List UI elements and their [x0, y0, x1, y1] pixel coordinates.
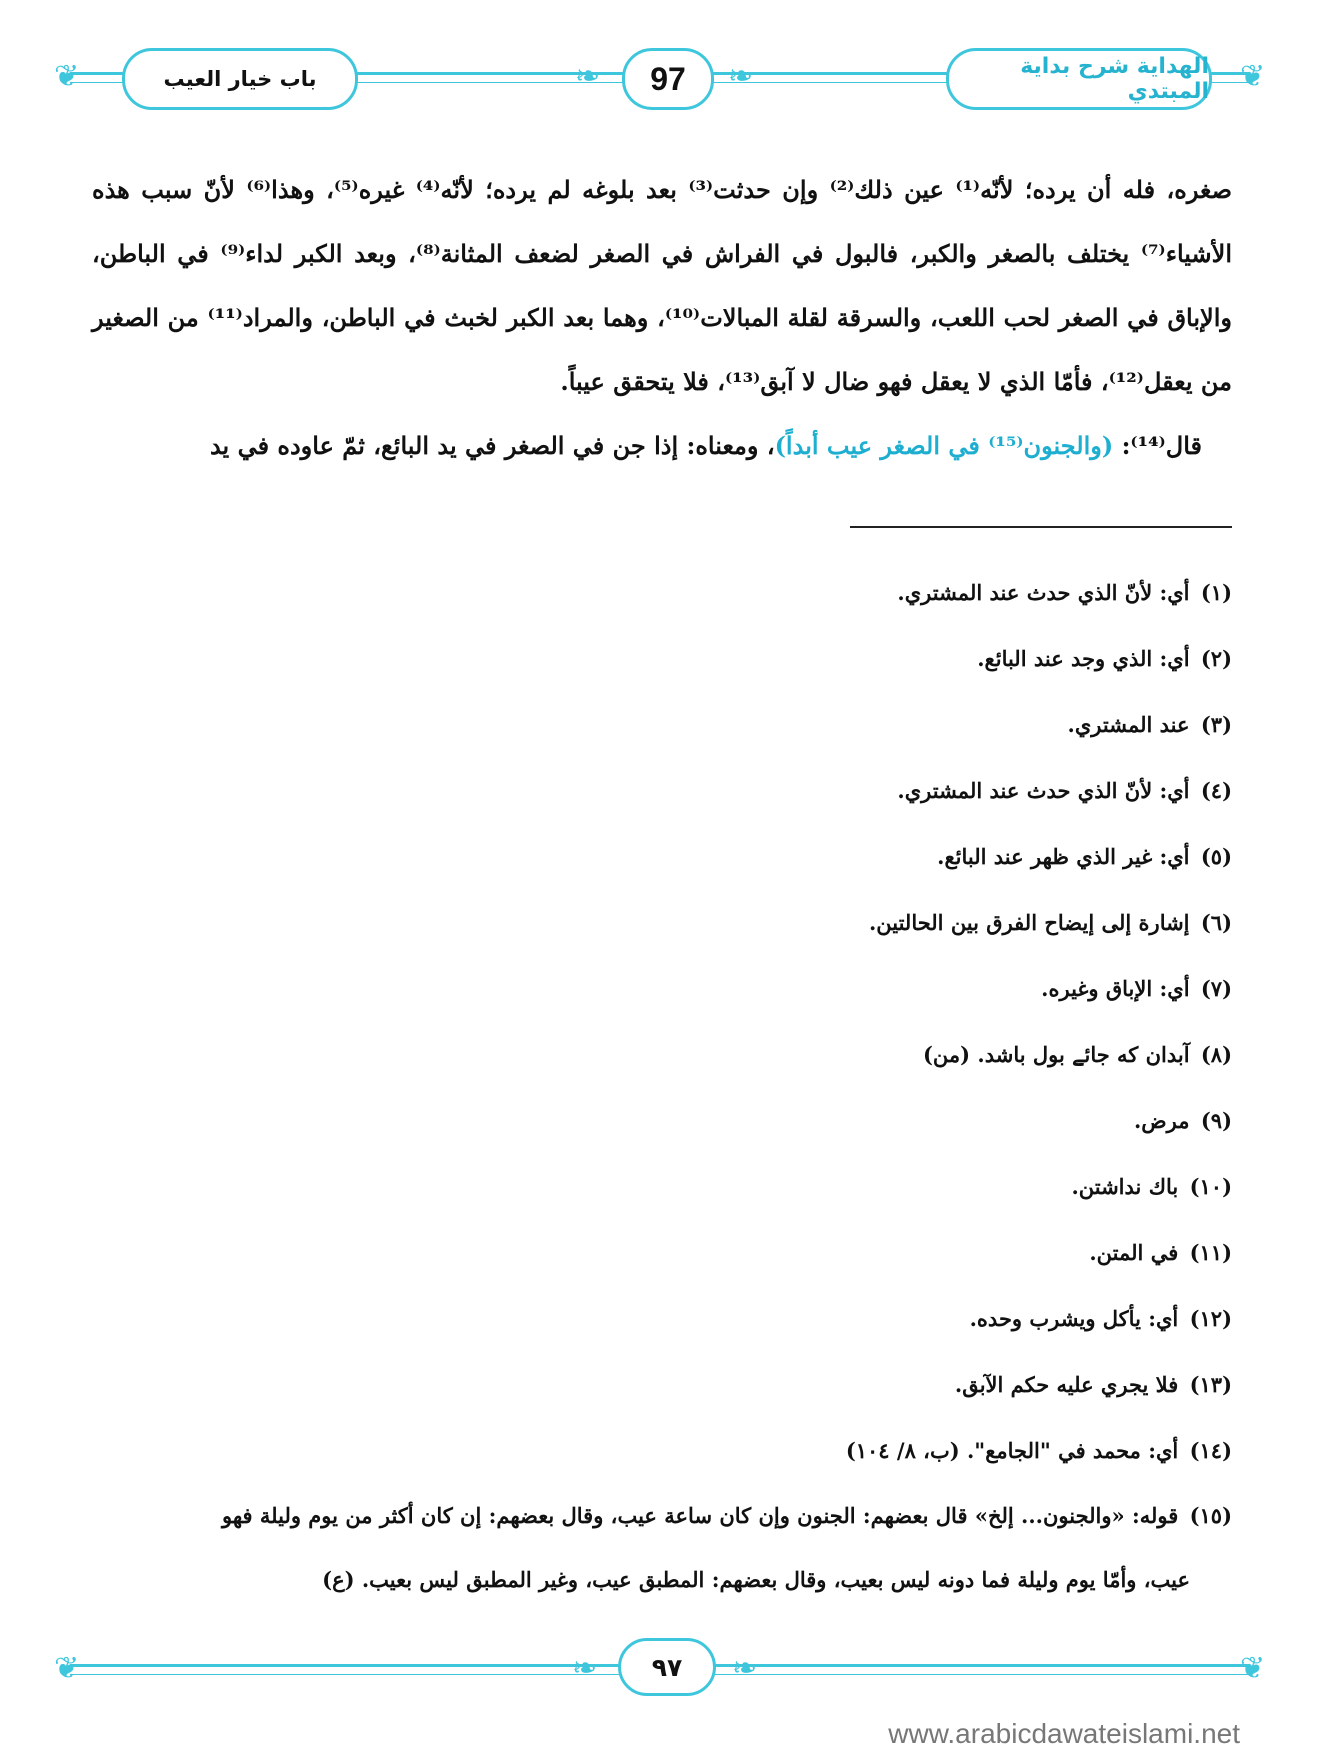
footnote — [92, 1154, 1232, 1220]
footnote-number: (٤) — [1200, 778, 1232, 803]
footnote — [92, 824, 1232, 890]
footer-page-number: ٩٧ — [618, 1638, 716, 1696]
footnote-text: أي: الإباق وغيره. — [1041, 976, 1190, 1001]
footnote-number: (١٢) — [1189, 1306, 1232, 1331]
footnote-number: (٩) — [1200, 1108, 1232, 1133]
chapter-title: باب خيار العيب — [122, 48, 358, 110]
qala-rest: ، ومعناه: إذا جن في الصغر في يد البائع، ثمّ عاوده في يد — [209, 431, 775, 460]
footnote — [92, 1220, 1232, 1286]
footnote-number: (٥) — [1200, 844, 1232, 869]
footnote — [92, 758, 1232, 824]
footnote-number: (٦) — [1200, 910, 1232, 935]
footnote-text: إشارة إلى إيضاح الفرق بين الحالتين. — [868, 910, 1190, 935]
footnote-text: آبدان كه جائے بول باشد. (من) — [923, 1042, 1190, 1067]
footnote-text: أي: الذي وجد عند البائع. — [977, 646, 1190, 671]
ornament-right-icon: ❦ — [1240, 59, 1266, 94]
page-number: 97 — [622, 48, 714, 110]
website-url: www.arabicdawateislami.net — [888, 1718, 1240, 1749]
footnote-number: (١٤) — [1189, 1438, 1232, 1463]
footnote-text: أي: محمد في "الجامع". (ب، ٨/ ١٠٤) — [845, 1438, 1179, 1463]
ornament-mid-left-icon: ❧ — [575, 59, 601, 94]
footnote-label: قوله: «والجنون... إلخ» — [974, 1503, 1179, 1528]
footnote-separator — [850, 526, 1232, 528]
footnote-number: (١٣) — [1189, 1372, 1232, 1397]
footnote — [92, 890, 1232, 956]
footnote-number: (١١) — [1189, 1240, 1232, 1265]
footer-ornament-mid-right-icon: ❧ — [732, 1651, 758, 1686]
footnote-text: عند المشتري. — [1067, 712, 1190, 737]
footnote-text: قال بعضهم: الجنون وإن كان ساعة عيب، وقال بعضهم: إن كان أكثر من يوم وليلة فهو — [222, 1503, 975, 1528]
footnote-text: أي: لأنّ الذي حدث عند المشتري. — [897, 580, 1190, 605]
qala-prefix: قال⁽¹⁴⁾: — [1113, 431, 1202, 460]
footnote-number: (٢) — [1200, 646, 1232, 671]
footnote-text: أي: لأنّ الذي حدث عند المشتري. — [897, 778, 1190, 803]
footnote — [92, 1418, 1232, 1484]
footnote-text: في المتن. — [1089, 1240, 1179, 1265]
footnote-text: مرض. — [1133, 1108, 1190, 1133]
footnote — [92, 560, 1232, 626]
footnote-text: باك نداشتن. — [1071, 1174, 1179, 1199]
footnote-text-continued: عيب، وأمّا يوم وليلة فما دونه ليس بعيب، وقال بعضهم: المطبق عيب، وغير المطبق ليس بعيب. (ع) — [322, 1567, 1190, 1592]
footnote — [92, 692, 1232, 758]
footnote-number: (٧) — [1200, 976, 1232, 1001]
main-paragraph: صغره، فله أن يرده؛ لأنّه⁽¹⁾ عين ذلك⁽²⁾ وإن حدثت⁽³⁾ بعد بلوغه لم يرده؛ لأنّه⁽⁴⁾ غيره⁽⁵⁾، وهذا⁽⁶⁾ لأنّ سبب هذه الأشياء⁽⁷⁾ يختلف بالصغر والكبر، فالبول في الفراش في الصغر لضعف المثانة⁽⁸⁾، وبعد الكبر لداء⁽⁹⁾ في الباطن، والإباق في الصغر لحب اللعب، والسرقة لقلة المبالات⁽¹⁰⁾، وهما بعد الكبر لخبث في الباطن، والمراد⁽¹¹⁾ من الصغير من يعقل⁽¹²⁾، فأمّا الذي لا يعقل فهو ضال لا آبق⁽¹³⁾، فلا يتحقق عيباً. — [92, 175, 1233, 396]
footer-ornament-mid-left-icon: ❧ — [572, 1651, 598, 1686]
footnote — [92, 1484, 1232, 1612]
footnote-number: (٨) — [1200, 1042, 1232, 1067]
footnote — [92, 956, 1232, 1022]
footnote — [92, 1352, 1232, 1418]
book-title: الهداية شرح بداية المبتدي — [946, 48, 1212, 110]
ornament-mid-right-icon: ❧ — [728, 59, 754, 94]
matn-text: (والجنون⁽¹⁵⁾ في الصغر عيب أبداً) — [774, 431, 1114, 460]
footnote-number: (١) — [1200, 580, 1232, 605]
ornament-left-icon: ❦ — [54, 59, 80, 94]
footnote-text: أي: يأكل ويشرب وحده. — [969, 1306, 1179, 1331]
footnote-text: أي: غير الذي ظهر عند البائع. — [937, 844, 1190, 869]
footnote-number: (١٠) — [1189, 1174, 1232, 1199]
qala-paragraph — [92, 414, 1232, 478]
footnote — [92, 626, 1232, 692]
footnotes — [92, 560, 1232, 1612]
footnote — [92, 1286, 1232, 1352]
footnote-number: (١٥) — [1189, 1503, 1232, 1528]
footnote-number: (٣) — [1200, 712, 1232, 737]
footnote — [92, 1022, 1232, 1088]
footnote — [92, 1088, 1232, 1154]
footer-ornament-left-icon: ❦ — [54, 1651, 80, 1686]
footnote-text: فلا يجري عليه حكم الآبق. — [954, 1372, 1179, 1397]
footer-ornament-right-icon: ❦ — [1240, 1651, 1266, 1686]
main-text — [92, 158, 1232, 478]
